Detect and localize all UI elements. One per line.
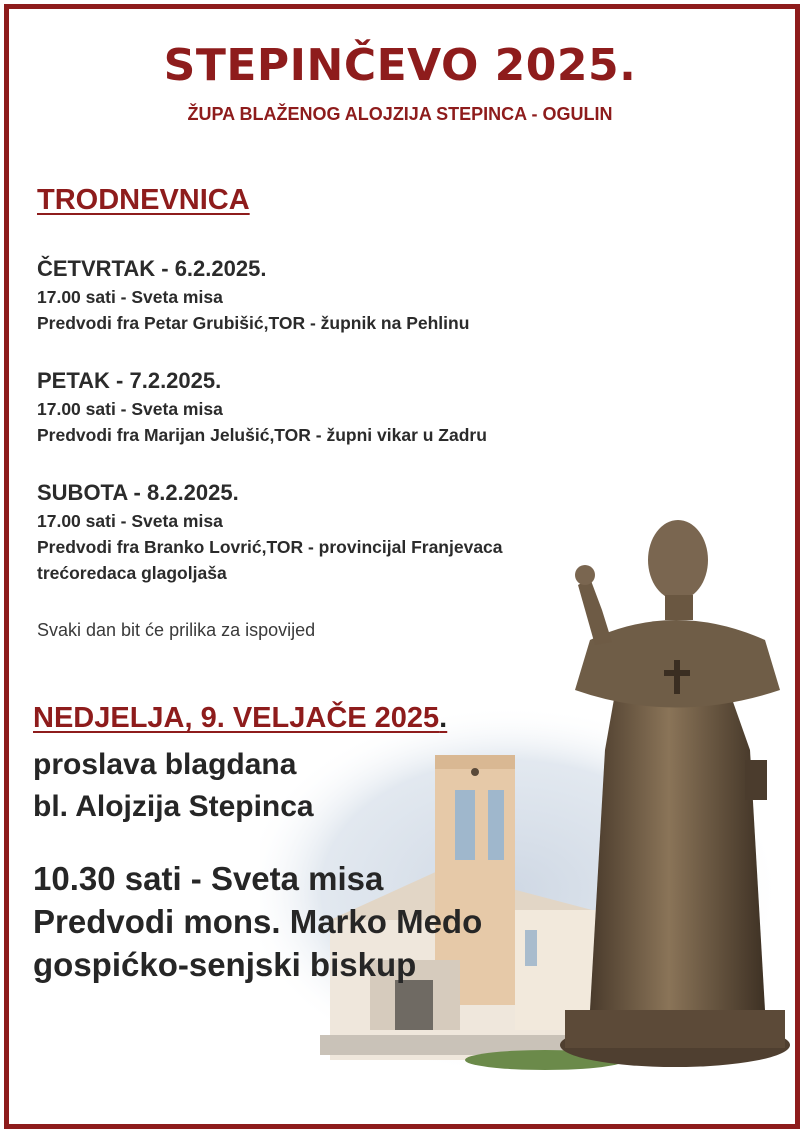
sunday-heading-text: NEDJELJA, 9. VELJAČE 2025 [33,702,440,734]
sunday-heading [33,702,447,735]
day-mass-time: 17.00 sati - Sveta misa [37,399,223,419]
sunday-mass-time: 10.30 sati - Sveta misa [33,860,384,897]
poster-title: STEPINČEVO 2025. [163,40,637,91]
day-title: ČETVRTAK - 6.2.2025. [37,256,267,281]
feast-line-2: bl. Alojzija Stepinca [33,790,314,823]
day-title: PETAK - 7.2.2025. [37,368,222,393]
day-title: SUBOTA - 8.2.2025. [37,480,239,505]
day-block-friday [37,366,487,448]
feast-line-1: proslava blagdana [33,748,297,781]
day-leader-continued: trećoredaca glagoljaša [37,563,227,583]
trodnevnica-heading: TRODNEVNICA [37,184,250,216]
confession-note: Svaki dan bit će prilika za ispovijed [37,620,316,640]
day-leader: Predvodi fra Marijan Jelušić,TOR - župni vikar u Zadru [37,425,487,445]
day-mass-time: 17.00 sati - Sveta misa [37,511,223,531]
celebrant-line-2: gospićko-senjski biskup [33,946,417,983]
celebrant-line-1: Predvodi mons. Marko Medo [33,903,483,940]
day-mass-time: 17.00 sati - Sveta misa [37,287,223,307]
day-block-thursday [37,254,469,336]
church-and-statue-illustration [260,490,800,1090]
day-leader: Predvodi fra Petar Grubišić,TOR - župnik na Pehlinu [37,313,470,333]
day-leader: Predvodi fra Branko Lovrić,TOR - provincijal Franjevaca [37,537,503,557]
parish-subtitle: ŽUPA BLAŽENOG ALOJZIJA STEPINCA - OGULIN [187,104,613,124]
sunday-heading-period: . [439,702,448,734]
